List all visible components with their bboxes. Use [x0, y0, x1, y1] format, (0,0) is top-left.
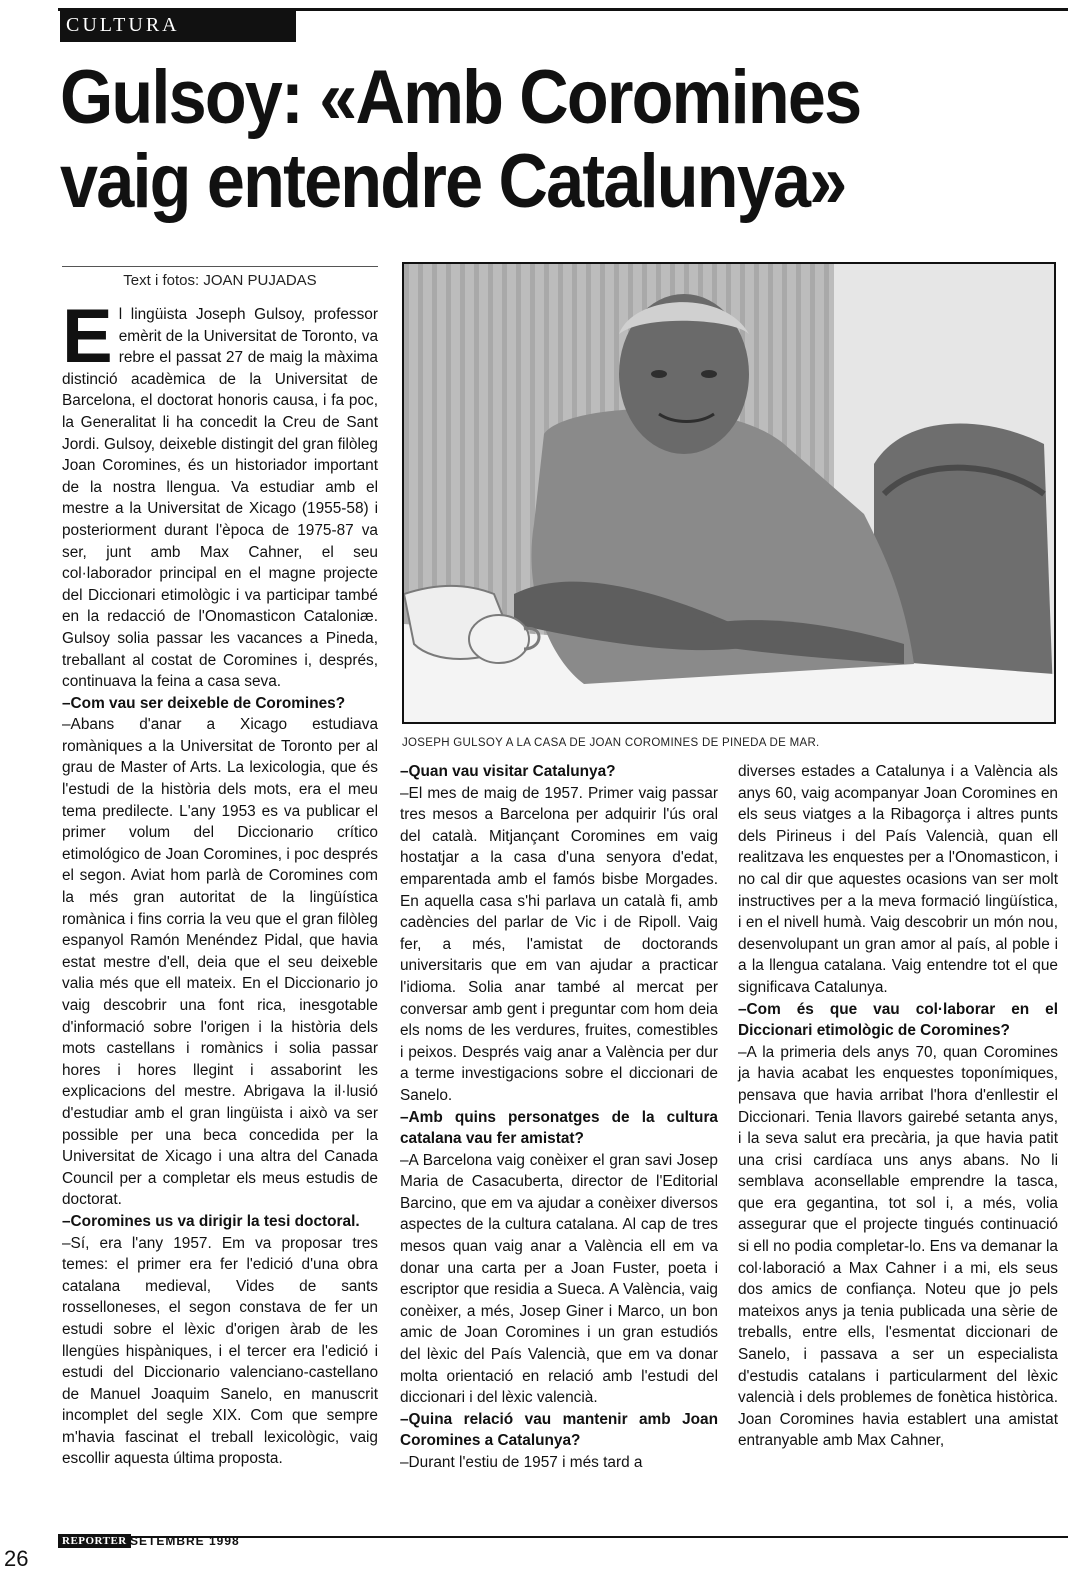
answer-4: –A Barcelona vaig conèixer el gran savi Josep Maria de Casacuberta, director de l'Editorial Barcino, que em va ajudar a conèixer diversos aspectes de la cultura catalana. Al cap de tres mesos quan vaig anar a València ell em va donar una carta per a Joan Fuster, poeta i escriptor que residia a Sueca. A València, vaig conèixer, a més, Josep Giner i Marco, un bon amic de Joan Coromines i un gran estudiós del lèxic del País Valencià, que em va donar molta orientació en relació amb l'estudi del diccionari i del lèxic valencià. — [400, 1151, 718, 1407]
headline-line-2: vaig entendre Catalunya» — [60, 139, 846, 224]
magazine-logo: REPORTER — [58, 1534, 131, 1548]
byline-rule — [62, 266, 378, 267]
answer-6: –A la primeria dels anys 70, quan Coromines ja havia acabat les enquestes toponímiques, pensava que havia arribat l'hora d'enllestir el Diccionari. Tenia llavors gairebé setanta anys, i la seva salut era precària, ja que havia patit una crisi cardíaca uns anys abans. No li semblava aconsellable emprendre la tasca, que era gegantina, tot sol i, a més, volia assegurar que el projecte tingués continuació si ell no podia completar-lo. Ens va demanar la col·laboració a Max Cahner i a mi, els seus dos amics de confiança. Noteu que jo pels mateixos anys ja tenia publicada una sèrie de treballs, entre ells, l'esmentat diccionari de Sanelo, i passava a ser un especialista d'estudis catalans i particularment del lèxic valencià i dels problemes de fonètica històrica. Joan Coromines havia establert una amistat entranyable amb Max Cahner, — [738, 1043, 1058, 1450]
headline — [60, 56, 969, 224]
issue-date: SETEMBRE 1998 — [130, 1534, 240, 1548]
intro-text: l lingüista Joseph Gulsoy, professor emèrit de la Universitat de Toronto, va rebre el passat 27 de maig la màxima distinció acadèmica de la Universitat de Barcelona, el doctorat honoris causa, i fa poc, la Generalitat li ha concedit la Creu de Sant Jordi. Gulsoy, deixeble distingit del gran filòleg Joan Coromines, és un historiador important de la nostra llengua. Va estudiar amb el mestre a la Universitat de Xicago (1955-58) i posteriorment durant l'època de 1975-87 va ser, junt amb Max Cahner, el seu col·laborador principal en el magne projecte del Diccionari etimològic i va participar també en la redacció de l'Onomasticon Cataloniæ. Gulsoy solia passar les vacances a Pineda, treballant al costat de Coromines i, després, continuava la feina a casa seva. — [62, 306, 378, 691]
intro-paragraph — [62, 294, 378, 693]
question-5: –Quina relació vau mantenir amb Joan Coromines a Catalunya? — [400, 1410, 718, 1450]
byline: Text i fotos: JOAN PUJADAS — [123, 272, 317, 289]
question-2: –Coromines us va dirigir la tesi doctoral. — [62, 1212, 360, 1230]
answer-1: –Abans d'anar a Xicago estudiava romàniques a la Universitat de Toronto per al grau de Master of Arts. La lexicologia, que és l'estudi de la història dels mots, era el meu tema predilecte. L'any 1953 es va publicar el primer volum del Diccionario crítico etimológico de Joan Coromines, i poc després el segon. Aviat hom parlà de Coromines com la més gran autoritat de la lingüística romànica i fins corria la veu que el gran filòleg espanyol Ramón Menéndez Pidal, que havia estat mestre d'ell, deia que el seu deixeble valia més que ell mateix. En el Diccionario jo vaig descobrir una font rica, inesgotable d'informació sobre l'origen i la història dels mots castellans i romànics i solia passar hores i hores llegint i assaborint les explicacions del mestre. Abrigava la il·lusió d'estudiar amb el gran lingüista i això va ser possible per una beca concedida per la Universitat de Xicago i una altra del Canada Council per a completar els meus estudis de doctorat. — [62, 716, 378, 1209]
portrait-photo — [402, 262, 1056, 724]
article-column-2 — [400, 761, 718, 1474]
question-3: –Quan vau visitar Catalunya? — [400, 763, 616, 780]
section-label: CULTURA — [60, 8, 296, 42]
page-number: 26 — [4, 1546, 29, 1571]
photo-caption: JOSEPH GULSOY A LA CASA DE JOAN COROMINES DE PINEDA DE MAR. — [402, 737, 820, 749]
answer-5-continued: diverses estades a Catalunya i a València als anys 60, vaig acompanyar Joan Coromines en els seus viatges a la Ribagorça i altres punts dels Pirineus i del País Valencià, quan ell realitzava les enquestes per a l'Onomasticon, i no cal dir que aquestes ocasions van ser molt instructives per a la meva formació lingüística, i en el nivell humà. Vaig descobrir un món nou, desenvolupant un gran amor al país, al poble i a la llengua catalana. Vaig entendre tot el que significava Catalunya. — [738, 763, 1058, 996]
answer-3: –El mes de maig de 1957. Primer vaig passar tres mesos a Barcelona per adquirir l'ús oral del català. Mitjançant Coromines em vaig hostatjar a la casa d'una senyora d'edat, emparentada amb el famós bisbe Morgades. En aquella casa s'hi parlava un català fi, amb cadències del parlar de Vic i de Ripoll. Vaig fer, a més, l'amistat de doctorands universitaris que em van ajudar a practicar l'idioma. Solia anar també al mercat per conversar amb gent i preguntar com hom deia els noms de les verdures, fruites, comestibles i peixos. Després vaig anar a València per dur a terme investigacions sobre el diccionari de Sanelo. — [400, 784, 718, 1104]
article-column-1 — [62, 294, 378, 1470]
answer-5: –Durant l'estiu de 1957 i més tard a — [400, 1454, 643, 1471]
portrait-photo-illustration — [404, 264, 1054, 722]
article-column-3 — [738, 761, 1058, 1452]
answer-2: –Sí, era l'any 1957. Em va proposar tres temes: el primer era fer l'edició d'una obra catalana medieval, Vides de sants rosselloneses, el segon constava de fer un estudi sobre el lèxic d'origen àrab de les llengües hispàniques, i el tercer era l'edició i estudi del Diccionario valenciano-castellano de Manuel Joaquim Sanelo, en manuscrit incomplet del segle XIX. Com que sempre m'havia fascinat el treball lexicològic, vaig escollir aquesta última proposta. — [62, 1234, 378, 1468]
headline-line-1: Gulsoy: «Amb Coromines — [60, 55, 861, 140]
question-1: –Com vau ser deixeble de Coromines? — [62, 694, 346, 712]
question-6: –Com és que vau col·laborar en el Diccionari etimològic de Coromines? — [738, 1000, 1058, 1040]
dropcap: E — [62, 294, 113, 379]
question-4: –Amb quins personatges de la cultura catalana vau fer amistat? — [400, 1108, 718, 1148]
